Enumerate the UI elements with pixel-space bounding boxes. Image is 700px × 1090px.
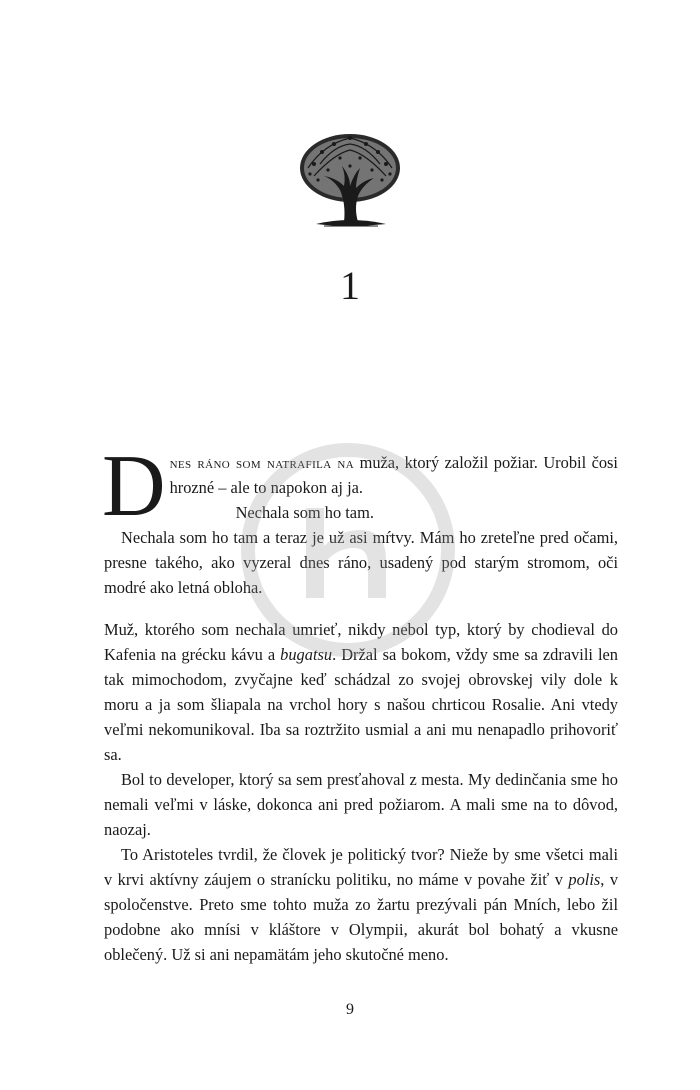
p3-text-b: , v spoločenstve. Preto sme tohto muža zo žartu prezývali pán Mních, lebo žil podobne ako mnísi v kláštore v Olympii, akurát bol bohatý a vkusne oblečený. Už si ani nepamätám jeho skutočné meno. <box>104 870 619 964</box>
page-number: 9 <box>346 1001 354 1018</box>
section-2-paragraph-2: Bol to developer, ktorý sa sem presťahoval z mesta. My dedinčania sme ho nemali veľmi v láske, dokonca ani pred požiarom. A mali sme na to dôvod, naozaj. <box>104 770 618 839</box>
chapter-number: 1 <box>340 263 360 308</box>
p3-text-a: To Aristoteles tvrdil, že človek je politický tvor? Nieže by sme všetci mali v krvi aktívny záujem o stranícku politiku, no máme v povahe žiť v <box>104 845 618 889</box>
p1-text-b: . Držal sa bokom, vždy sme sa zdravili len tak mimochodom, zvyčajne keď schádzal zo svojej obrovskej vily dole k moru a ja som šliapala na vrchol hory s našou chrticou Rosalie. Ani vtedy veľmi nekomunikoval. Iba sa roztržito usmial a ani mu nenapadlo prihovoriť sa. <box>104 645 618 764</box>
section-2-paragraph-3 <box>104 842 618 967</box>
opening-line-2: Nechala som ho tam. <box>235 503 374 522</box>
drop-cap: D <box>102 438 166 535</box>
lead-rest: muža, ktorý založil požiar. Urobil čosi hrozné – ale to napokon aj ja. <box>169 453 618 497</box>
p1-text-a: Muž, ktorého som nechala umrieť, nikdy nebol typ, ktorý by chodieval do Kafenia na grécku kávu a <box>104 620 618 664</box>
p3-emphasis: polis <box>568 870 601 889</box>
opening-paragraph-3: Nechala som ho tam a teraz je už asi mŕtvy. Mám ho zreteľne pred očami, presne takého, ako vyzeral dnes ráno, usadený pod starým stromom, oči modré ako letná obloha. <box>104 528 618 597</box>
section-2 <box>104 617 618 967</box>
p1-emphasis: bugatsu <box>280 645 333 664</box>
tree-icon <box>294 124 406 236</box>
opening-section <box>102 438 618 600</box>
lead-smallcaps: nes ráno som natrafila na <box>169 453 355 472</box>
section-2-paragraph-1 <box>104 617 618 767</box>
